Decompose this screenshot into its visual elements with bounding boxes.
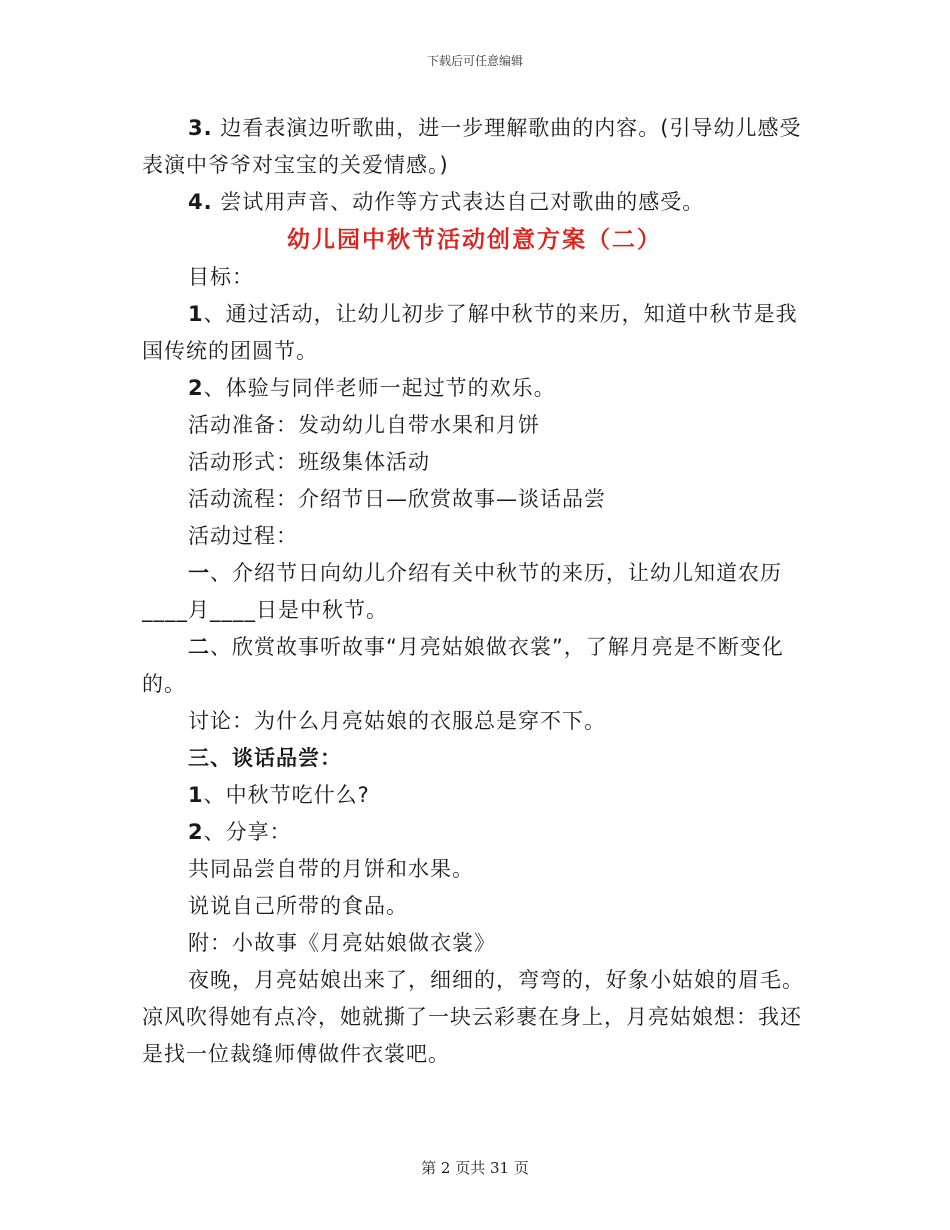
paragraph-step-3 [142, 110, 807, 184]
page-footer: 第 2 页共 31 页 [421, 1159, 529, 1177]
story-paragraph: 夜晚，月亮姑娘出来了，细细的，弯弯的，好象小姑娘的眉毛。凉风吹得她有点冷，她就撕了一块云彩裹在身上，月亮姑娘想：我还是找一位裁缝师傅做件衣裳吧。 [142, 968, 804, 1066]
goal-2 [142, 370, 807, 407]
question-text: 、分享： [203, 820, 292, 844]
goal-number: 2 [188, 376, 204, 400]
section-title: 幼儿园中秋节活动创意方案（二） [287, 227, 662, 253]
activity-process: 活动过程： [188, 524, 298, 548]
process-number: 二 [188, 635, 210, 659]
share-line-2: 说说自己所带的食品。 [188, 894, 408, 918]
goal-label: 目标： [188, 265, 254, 289]
process-text: 、介绍节日向幼儿介绍有关中秋节的来历，让幼儿知道农历____月____日是中秋节。 [142, 561, 782, 622]
step-text: 尝试用声音、动作等方式表达自己对歌曲的感受。 [212, 190, 705, 214]
step-number: 3. [188, 116, 213, 140]
question-text: 、中秋节吃什么? [203, 783, 370, 807]
process-number: 一 [188, 561, 210, 585]
page-header: 下载后可任意编辑 [426, 54, 523, 68]
process-step-3: 三、谈话品尝： [188, 746, 342, 770]
step-number: 4. [188, 190, 213, 214]
activity-flow: 活动流程：介绍节日—欣赏故事—谈话品尝 [188, 487, 606, 511]
goal-1 [142, 296, 807, 370]
appendix-title: 附：小故事《月亮姑娘做衣裳》 [188, 931, 496, 955]
question-1 [142, 777, 807, 814]
document-body [142, 110, 807, 1073]
step-text: 边看表演边听歌曲，进一步理解歌曲的内容。(引导幼儿感受表演中爷爷对宝宝的关爱情感。) [142, 116, 802, 177]
process-step-1 [142, 555, 807, 629]
discussion: 讨论：为什么月亮姑娘的衣服总是穿不下。 [188, 709, 606, 733]
paragraph-step-4 [142, 184, 807, 221]
goal-text: 、体验与同伴老师一起过节的欢乐。 [203, 376, 556, 400]
question-number: 2 [188, 820, 204, 844]
goal-text: 、通过活动，让幼儿初步了解中秋节的来历，知道中秋节是我国传统的团圆节。 [142, 302, 798, 363]
process-step-2 [142, 629, 807, 703]
question-2 [142, 814, 807, 851]
process-text: 、欣赏故事听故事“月亮姑娘做衣裳”，了解月亮是不断变化的。 [142, 635, 784, 696]
share-line-1: 共同品尝自带的月饼和水果。 [188, 857, 474, 881]
question-number: 1 [188, 783, 204, 807]
activity-preparation: 活动准备：发动幼儿自带水果和月饼 [188, 413, 540, 437]
goal-number: 1 [188, 302, 204, 326]
activity-form: 活动形式：班级集体活动 [188, 450, 430, 474]
